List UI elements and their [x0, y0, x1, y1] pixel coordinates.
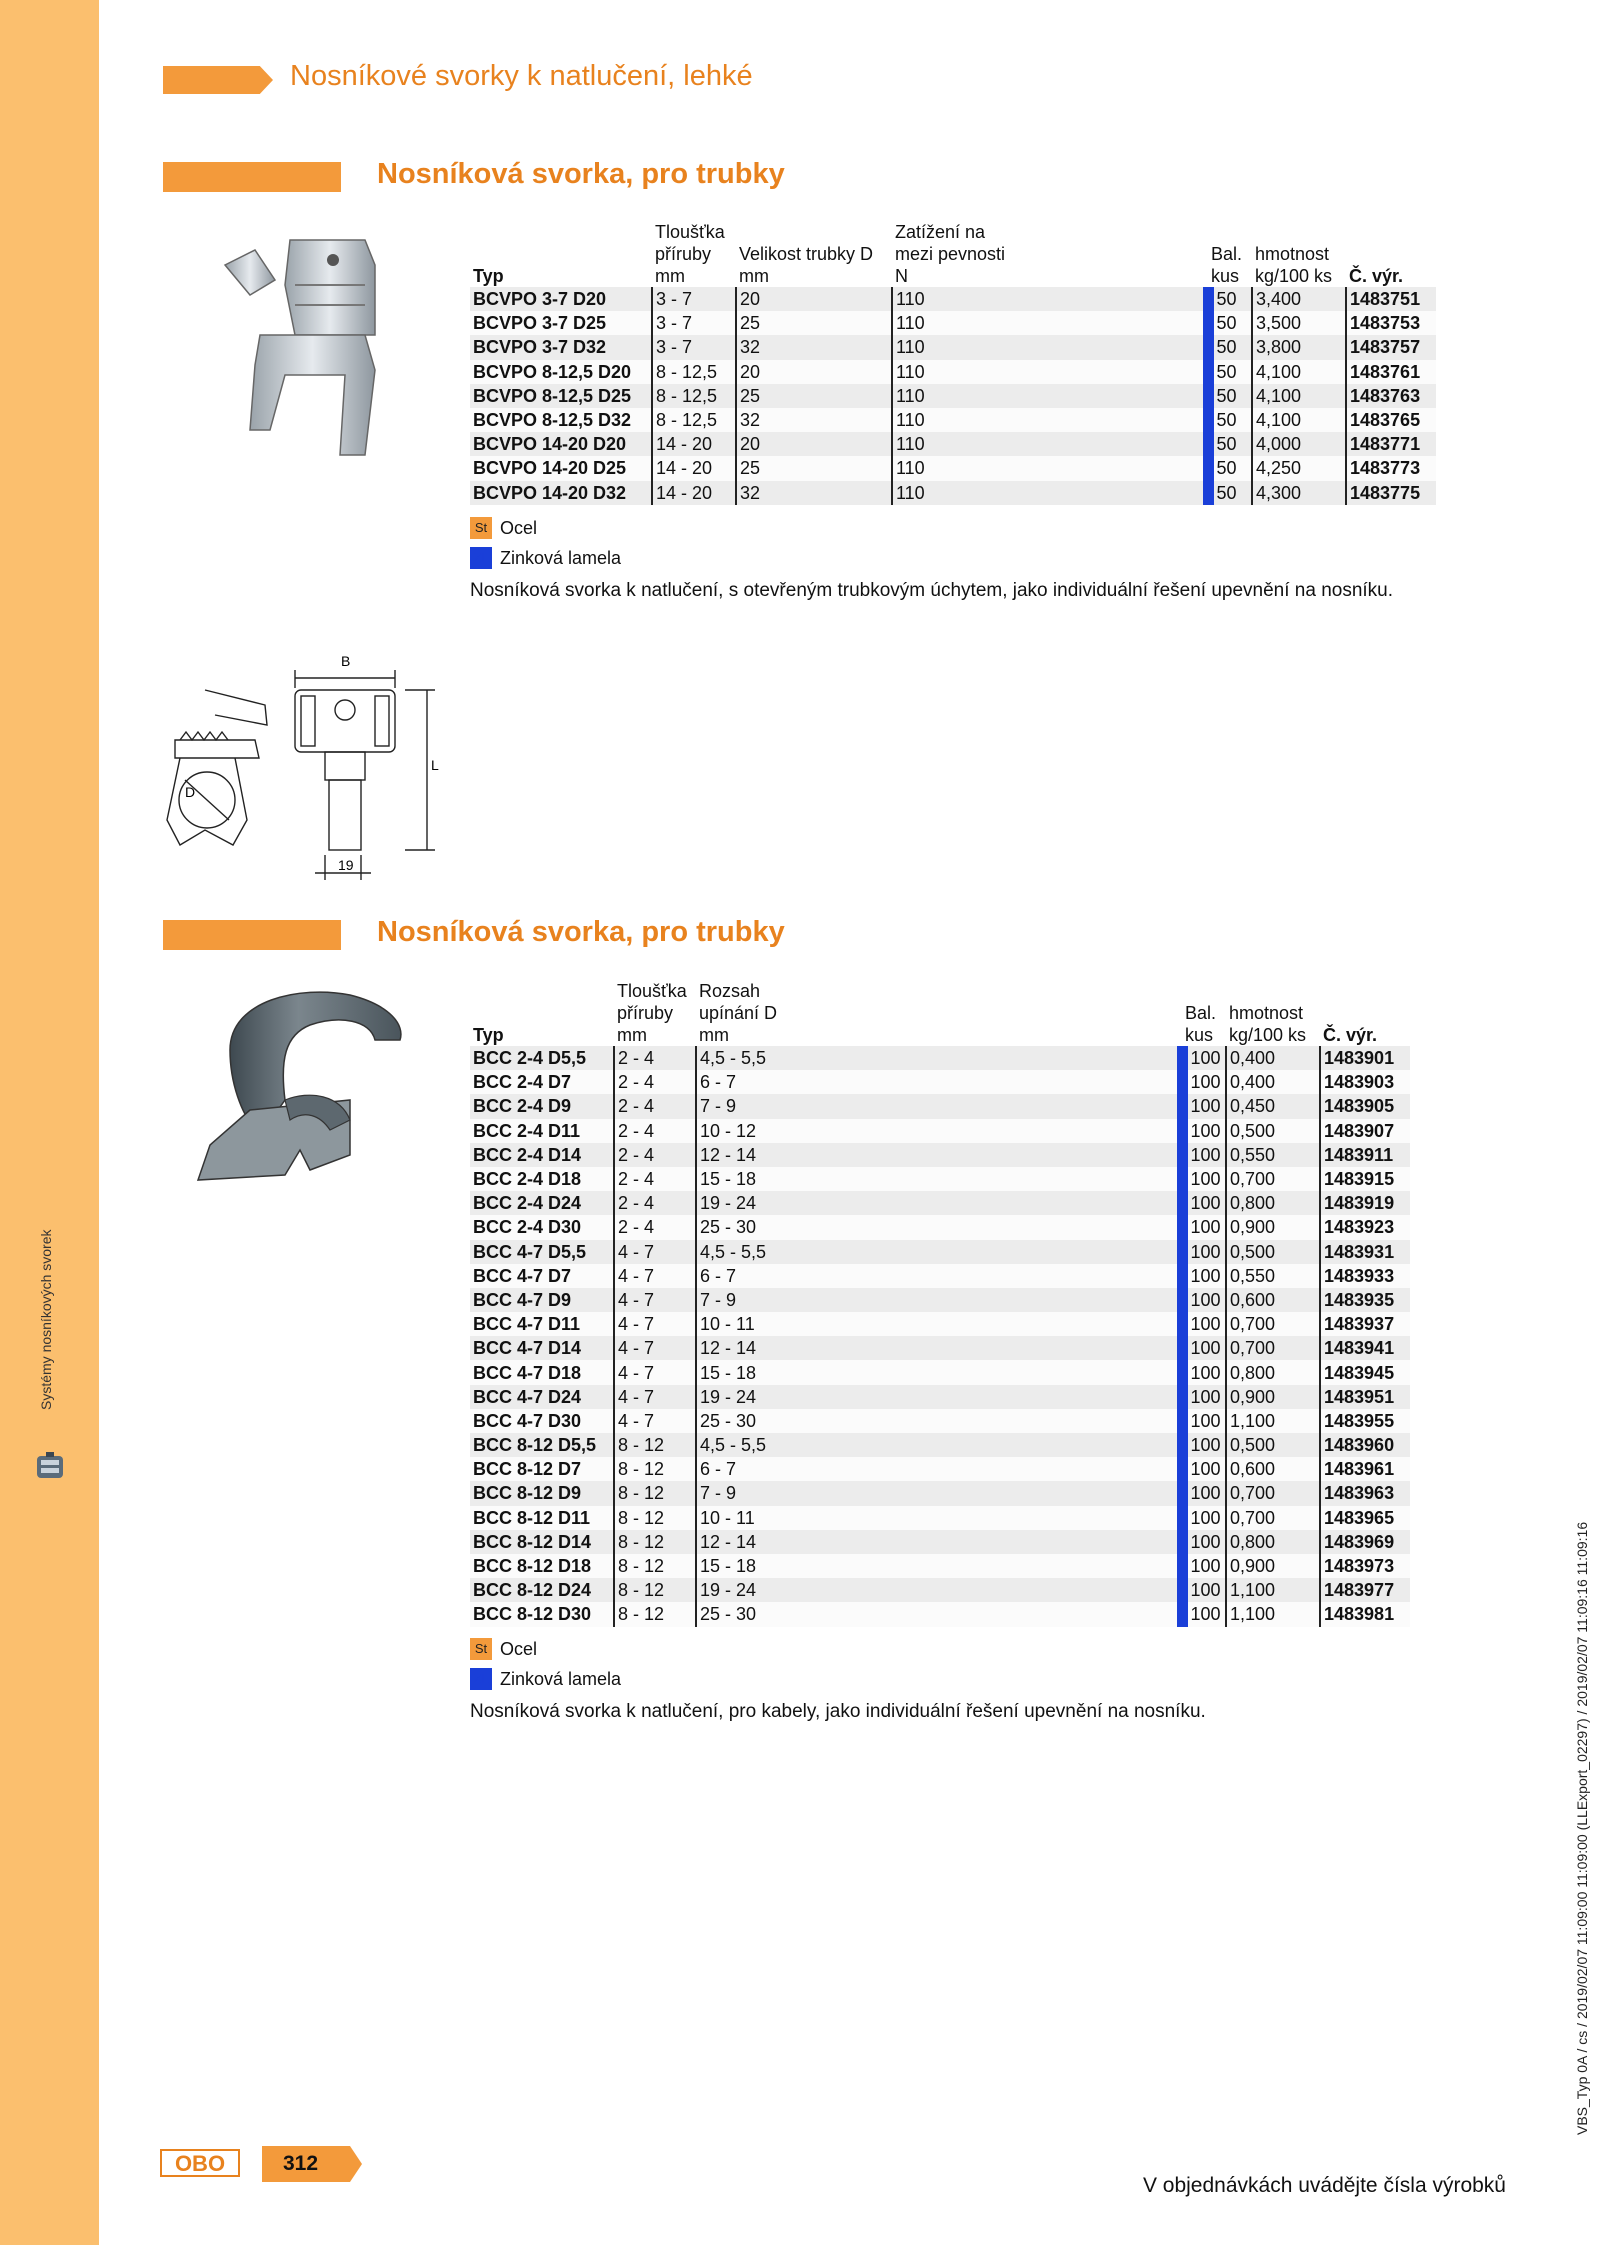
cell-load: 110	[892, 287, 1208, 311]
cell-thickness: 2 - 4	[614, 1215, 696, 1239]
cell-range: 10 - 12	[696, 1119, 1182, 1143]
label-l: L	[431, 757, 439, 773]
cell-range: 19 - 24	[696, 1191, 1182, 1215]
cell-thickness: 4 - 7	[614, 1385, 696, 1409]
cell-range: 7 - 9	[696, 1094, 1182, 1118]
legend-zinc-label: Zinková lamela	[500, 1668, 622, 1689]
cell-thickness: 2 - 4	[614, 1143, 696, 1167]
table-row	[470, 335, 1436, 359]
cell-size: 32	[736, 408, 892, 432]
cell-typ: BCC 2-4 D5,5	[470, 1046, 614, 1070]
sidebar-label: Systémy nosníkových svorek	[38, 1229, 54, 1410]
cell-size: 25	[736, 456, 892, 480]
cell-weight: 0,700	[1226, 1481, 1320, 1505]
header-arrow	[163, 66, 273, 94]
cell-typ: BCC 2-4 D7	[470, 1070, 614, 1094]
cell-weight: 4,000	[1252, 432, 1346, 456]
cell-size: 20	[736, 432, 892, 456]
cell-art: 1483935	[1320, 1288, 1410, 1312]
col-bal: Bal. kus	[1211, 244, 1243, 286]
cell-art: 1483981	[1320, 1602, 1410, 1626]
cell-thickness: 4 - 7	[614, 1409, 696, 1433]
col-art: Č. výr.	[1323, 1025, 1378, 1045]
cell-size: 20	[736, 360, 892, 384]
cell-art: 1483763	[1346, 384, 1436, 408]
col-art: Č. výr.	[1349, 266, 1404, 286]
cell-art: 1483761	[1346, 360, 1436, 384]
section-title-1: Nosníková svorka, pro trubky	[377, 158, 785, 190]
steel-marker: St	[470, 1638, 492, 1660]
cell-bal: 100	[1182, 1602, 1226, 1626]
cell-art: 1483901	[1320, 1046, 1410, 1070]
cell-weight: 0,400	[1226, 1046, 1320, 1070]
cell-weight: 0,900	[1226, 1215, 1320, 1239]
cell-thickness: 2 - 4	[614, 1191, 696, 1215]
cell-art: 1483933	[1320, 1264, 1410, 1288]
cell-bal: 100	[1182, 1119, 1226, 1143]
table-row	[470, 408, 1436, 432]
legend-zinc-label: Zinková lamela	[500, 547, 622, 568]
cell-weight: 0,600	[1226, 1288, 1320, 1312]
cell-typ: BCC 2-4 D30	[470, 1215, 614, 1239]
cell-range: 25 - 30	[696, 1409, 1182, 1433]
cell-thickness: 2 - 4	[614, 1167, 696, 1191]
cell-typ: BCVPO 8-12,5 D20	[470, 360, 652, 384]
cell-thickness: 3 - 7	[652, 311, 736, 335]
cell-bal: 50	[1208, 335, 1252, 359]
table-row	[470, 1143, 1410, 1167]
steel-marker: St	[470, 517, 492, 539]
cell-typ: BCC 4-7 D5,5	[470, 1240, 614, 1264]
cell-art: 1483773	[1346, 456, 1436, 480]
obo-logo	[160, 2148, 240, 2178]
cell-bal: 100	[1182, 1481, 1226, 1505]
cell-bal: 50	[1208, 287, 1252, 311]
cell-typ: BCC 4-7 D24	[470, 1385, 614, 1409]
cell-typ: BCC 8-12 D7	[470, 1457, 614, 1481]
cell-typ: BCC 8-12 D9	[470, 1481, 614, 1505]
table-row	[470, 1481, 1410, 1505]
cell-bal: 100	[1182, 1506, 1226, 1530]
cell-bal: 100	[1182, 1385, 1226, 1409]
cell-art: 1483945	[1320, 1360, 1410, 1384]
table-row	[470, 1264, 1410, 1288]
cell-range: 7 - 9	[696, 1481, 1182, 1505]
cell-typ: BCVPO 14-20 D20	[470, 432, 652, 456]
cell-typ: BCC 2-4 D18	[470, 1167, 614, 1191]
cell-art: 1483973	[1320, 1554, 1410, 1578]
cell-bal: 100	[1182, 1312, 1226, 1336]
cell-art: 1483955	[1320, 1409, 1410, 1433]
cell-weight: 3,500	[1252, 311, 1346, 335]
cell-thickness: 4 - 7	[614, 1264, 696, 1288]
cell-bal: 100	[1182, 1554, 1226, 1578]
zinc-marker: ZL	[470, 1668, 492, 1690]
cell-art: 1483923	[1320, 1215, 1410, 1239]
cell-art: 1483963	[1320, 1481, 1410, 1505]
cell-thickness: 2 - 4	[614, 1070, 696, 1094]
cell-typ: BCC 2-4 D14	[470, 1143, 614, 1167]
cell-art: 1483919	[1320, 1191, 1410, 1215]
cell-typ: BCC 4-7 D9	[470, 1288, 614, 1312]
cell-load: 110	[892, 360, 1208, 384]
cell-art: 1483905	[1320, 1094, 1410, 1118]
logo-text: OBO	[174, 2151, 226, 2176]
legend-zinc	[470, 547, 621, 569]
cell-bal: 100	[1182, 1046, 1226, 1070]
table-row	[470, 1578, 1410, 1602]
cell-bal: 100	[1182, 1360, 1226, 1384]
cell-bal: 100	[1182, 1191, 1226, 1215]
cell-bal: 100	[1182, 1070, 1226, 1094]
cell-range: 19 - 24	[696, 1578, 1182, 1602]
cell-art: 1483903	[1320, 1070, 1410, 1094]
cell-typ: BCVPO 14-20 D32	[470, 481, 652, 505]
zinc-marker: ZL	[470, 547, 492, 569]
table-row	[470, 1360, 1410, 1384]
cell-range: 15 - 18	[696, 1360, 1182, 1384]
cell-weight: 0,800	[1226, 1530, 1320, 1554]
cell-typ: BCC 2-4 D24	[470, 1191, 614, 1215]
cell-weight: 4,100	[1252, 360, 1346, 384]
cell-thickness: 4 - 7	[614, 1288, 696, 1312]
cell-load: 110	[892, 311, 1208, 335]
cell-weight: 0,500	[1226, 1433, 1320, 1457]
cell-weight: 1,100	[1226, 1602, 1320, 1626]
cell-bal: 100	[1182, 1433, 1226, 1457]
page-number: 312	[283, 2152, 319, 2175]
legend-steel	[470, 517, 537, 539]
cell-art: 1483931	[1320, 1240, 1410, 1264]
clip-photo-2	[190, 980, 420, 1220]
cell-bal: 100	[1182, 1336, 1226, 1360]
cell-weight: 0,400	[1226, 1070, 1320, 1094]
cell-load: 110	[892, 481, 1208, 505]
section-bar	[163, 920, 341, 950]
cell-size: 25	[736, 384, 892, 408]
cell-thickness: 2 - 4	[614, 1119, 696, 1143]
table-row	[470, 1167, 1410, 1191]
table-row	[470, 1070, 1410, 1094]
cell-range: 19 - 24	[696, 1385, 1182, 1409]
technical-drawing	[155, 630, 445, 890]
cell-load: 110	[892, 408, 1208, 432]
cell-thickness: 4 - 7	[614, 1336, 696, 1360]
col-thickness: Tloušťka příruby mm	[655, 222, 725, 286]
page-title: Nosníkové svorky k natlučení, lehké	[290, 60, 753, 92]
section-title-2: Nosníková svorka, pro trubky	[377, 916, 785, 948]
cell-art: 1483907	[1320, 1119, 1410, 1143]
cell-range: 15 - 18	[696, 1554, 1182, 1578]
cell-thickness: 8 - 12	[614, 1578, 696, 1602]
cell-thickness: 8 - 12	[614, 1457, 696, 1481]
cell-art: 1483915	[1320, 1167, 1410, 1191]
cell-art: 1483960	[1320, 1433, 1410, 1457]
table-row	[470, 481, 1436, 505]
product-table-1	[470, 221, 1436, 505]
table-row	[470, 384, 1436, 408]
table-row	[470, 287, 1436, 311]
cell-range: 7 - 9	[696, 1288, 1182, 1312]
cell-bal: 50	[1208, 456, 1252, 480]
cell-range: 12 - 14	[696, 1530, 1182, 1554]
cell-thickness: 14 - 20	[652, 456, 736, 480]
cell-thickness: 8 - 12	[614, 1506, 696, 1530]
legend-steel-label: Ocel	[500, 1638, 538, 1659]
cell-range: 4,5 - 5,5	[696, 1433, 1182, 1457]
table-row	[470, 360, 1436, 384]
col-range: Rozsah upínání D mm	[699, 981, 778, 1045]
cell-typ: BCVPO 3-7 D20	[470, 287, 652, 311]
table-row	[470, 432, 1436, 456]
cell-thickness: 2 - 4	[614, 1094, 696, 1118]
cell-bal: 100	[1182, 1094, 1226, 1118]
cell-weight: 0,800	[1226, 1191, 1320, 1215]
cell-weight: 4,100	[1252, 384, 1346, 408]
order-note: V objednávkách uvádějte čísla výrobků	[1142, 2174, 1506, 2197]
cell-range: 10 - 11	[696, 1312, 1182, 1336]
cell-weight: 4,250	[1252, 456, 1346, 480]
cell-weight: 0,700	[1226, 1312, 1320, 1336]
legend-zinc	[470, 1668, 621, 1690]
cell-thickness: 3 - 7	[652, 287, 736, 311]
cell-bal: 100	[1182, 1578, 1226, 1602]
cell-weight: 0,500	[1226, 1240, 1320, 1264]
cell-bal: 100	[1182, 1409, 1226, 1433]
cell-art: 1483753	[1346, 311, 1436, 335]
table-row	[470, 1385, 1410, 1409]
cell-weight: 1,100	[1226, 1409, 1320, 1433]
cell-thickness: 4 - 7	[614, 1360, 696, 1384]
cell-thickness: 4 - 7	[614, 1312, 696, 1336]
cell-bal: 100	[1182, 1530, 1226, 1554]
cell-thickness: 8 - 12	[614, 1481, 696, 1505]
cell-typ: BCC 4-7 D11	[470, 1312, 614, 1336]
cell-bal: 100	[1182, 1143, 1226, 1167]
table-row	[470, 1094, 1410, 1118]
cell-weight: 0,600	[1226, 1457, 1320, 1481]
cell-weight: 0,700	[1226, 1167, 1320, 1191]
cell-thickness: 3 - 7	[652, 335, 736, 359]
cell-typ: BCC 2-4 D11	[470, 1119, 614, 1143]
cell-typ: BCVPO 3-7 D32	[470, 335, 652, 359]
cell-typ: BCC 4-7 D18	[470, 1360, 614, 1384]
cell-weight: 0,550	[1226, 1264, 1320, 1288]
cell-bal: 50	[1208, 360, 1252, 384]
legend-steel-label: Ocel	[500, 517, 538, 538]
col-typ: Typ	[473, 1025, 504, 1045]
cell-thickness: 14 - 20	[652, 432, 736, 456]
label-19: 19	[338, 857, 354, 873]
cell-range: 25 - 30	[696, 1602, 1182, 1626]
product-table-2	[470, 980, 1410, 1627]
table-row	[470, 1530, 1410, 1554]
cell-bal: 50	[1208, 432, 1252, 456]
cell-range: 12 - 14	[696, 1336, 1182, 1360]
cell-art: 1483911	[1320, 1143, 1410, 1167]
cell-art: 1483969	[1320, 1530, 1410, 1554]
cell-weight: 0,700	[1226, 1506, 1320, 1530]
cell-thickness: 2 - 4	[614, 1046, 696, 1070]
cell-weight: 0,550	[1226, 1143, 1320, 1167]
legend-steel	[470, 1638, 537, 1660]
cell-weight: 4,300	[1252, 481, 1346, 505]
table-row	[470, 1433, 1410, 1457]
cell-typ: BCVPO 3-7 D25	[470, 311, 652, 335]
cell-weight: 0,700	[1226, 1336, 1320, 1360]
cell-art: 1483765	[1346, 408, 1436, 432]
sidebar	[0, 0, 99, 2245]
table-row	[470, 1046, 1410, 1070]
cell-typ: BCC 4-7 D7	[470, 1264, 614, 1288]
cell-bal: 100	[1182, 1264, 1226, 1288]
table-row	[470, 1215, 1410, 1239]
cell-art: 1483757	[1346, 335, 1436, 359]
cell-range: 6 - 7	[696, 1457, 1182, 1481]
cell-size: 32	[736, 335, 892, 359]
description-2: Nosníková svorka k natlučení, pro kabely, jako individuální řešení upevnění na nosníku.	[470, 1701, 1206, 1722]
cell-bal: 50	[1208, 481, 1252, 505]
cell-range: 4,5 - 5,5	[696, 1240, 1182, 1264]
cell-load: 110	[892, 456, 1208, 480]
col-weight: hmotnost kg/100 ks	[1229, 1003, 1307, 1045]
table-row	[470, 456, 1436, 480]
cell-thickness: 8 - 12,5	[652, 384, 736, 408]
cell-art: 1483951	[1320, 1385, 1410, 1409]
table-row	[470, 1312, 1410, 1336]
cell-weight: 0,450	[1226, 1094, 1320, 1118]
cell-bal: 50	[1208, 311, 1252, 335]
table-row	[470, 1191, 1410, 1215]
table-row	[470, 1119, 1410, 1143]
cell-typ: BCC 4-7 D14	[470, 1336, 614, 1360]
cell-thickness: 8 - 12,5	[652, 408, 736, 432]
cell-art: 1483775	[1346, 481, 1436, 505]
label-b: B	[341, 653, 351, 669]
cell-bal: 50	[1208, 408, 1252, 432]
cell-bal: 100	[1182, 1288, 1226, 1312]
cell-typ: BCVPO 14-20 D25	[470, 456, 652, 480]
col-size: Velikost trubky D mm	[739, 244, 874, 286]
table-row	[470, 1336, 1410, 1360]
cell-thickness: 8 - 12,5	[652, 360, 736, 384]
cell-typ: BCC 8-12 D18	[470, 1554, 614, 1578]
cell-range: 25 - 30	[696, 1215, 1182, 1239]
table-row	[470, 311, 1436, 335]
cell-typ: BCVPO 8-12,5 D25	[470, 384, 652, 408]
cell-weight: 0,900	[1226, 1554, 1320, 1578]
cell-art: 1483937	[1320, 1312, 1410, 1336]
print-metadata: VBS_Typ 0A / cs / 2019/02/07 11:09:00 11:09:00 (LLExport_02297) / 2019/02/07 11:09:16 11:09:16	[1574, 1521, 1590, 2135]
cell-weight: 3,800	[1252, 335, 1346, 359]
cell-weight: 3,400	[1252, 287, 1346, 311]
cell-load: 110	[892, 432, 1208, 456]
table-row	[470, 1506, 1410, 1530]
cell-load: 110	[892, 335, 1208, 359]
cell-load: 110	[892, 384, 1208, 408]
cell-art: 1483771	[1346, 432, 1436, 456]
cell-typ: BCC 8-12 D24	[470, 1578, 614, 1602]
section-bar	[163, 162, 341, 192]
cell-weight: 0,500	[1226, 1119, 1320, 1143]
cell-art: 1483961	[1320, 1457, 1410, 1481]
cell-typ: BCVPO 8-12,5 D32	[470, 408, 652, 432]
cell-art: 1483941	[1320, 1336, 1410, 1360]
cell-range: 4,5 - 5,5	[696, 1046, 1182, 1070]
table-row	[470, 1409, 1410, 1433]
cell-size: 32	[736, 481, 892, 505]
table-row	[470, 1602, 1410, 1626]
col-typ: Typ	[473, 266, 504, 286]
cell-typ: BCC 2-4 D9	[470, 1094, 614, 1118]
cell-bal: 100	[1182, 1457, 1226, 1481]
cell-thickness: 4 - 7	[614, 1240, 696, 1264]
cell-art: 1483751	[1346, 287, 1436, 311]
cell-thickness: 8 - 12	[614, 1554, 696, 1578]
cell-range: 6 - 7	[696, 1070, 1182, 1094]
label-d: D	[185, 784, 196, 800]
cell-typ: BCC 4-7 D30	[470, 1409, 614, 1433]
clip-photo-1	[215, 225, 395, 475]
cell-typ: BCC 8-12 D30	[470, 1602, 614, 1626]
cell-thickness: 8 - 12	[614, 1530, 696, 1554]
cell-weight: 4,100	[1252, 408, 1346, 432]
cell-range: 10 - 11	[696, 1506, 1182, 1530]
cell-art: 1483965	[1320, 1506, 1410, 1530]
cell-range: 6 - 7	[696, 1264, 1182, 1288]
cell-range: 15 - 18	[696, 1167, 1182, 1191]
table-row	[470, 1288, 1410, 1312]
cell-art: 1483977	[1320, 1578, 1410, 1602]
product-icon	[34, 1450, 66, 1484]
table-row	[470, 1457, 1410, 1481]
col-weight: hmotnost kg/100 ks	[1255, 244, 1333, 286]
cell-bal: 100	[1182, 1167, 1226, 1191]
col-bal: Bal. kus	[1185, 1003, 1217, 1045]
cell-thickness: 14 - 20	[652, 481, 736, 505]
cell-weight: 0,900	[1226, 1385, 1320, 1409]
table-row	[470, 1240, 1410, 1264]
cell-bal: 100	[1182, 1240, 1226, 1264]
cell-range: 12 - 14	[696, 1143, 1182, 1167]
cell-bal: 50	[1208, 384, 1252, 408]
cell-typ: BCC 8-12 D11	[470, 1506, 614, 1530]
col-thickness: Tloušťka příruby mm	[617, 981, 687, 1045]
description-1: Nosníková svorka k natlučení, s otevřeným trubkovým úchytem, jako individuální řešení upevnění na nosníku.	[470, 580, 1394, 601]
cell-typ: BCC 8-12 D14	[470, 1530, 614, 1554]
cell-size: 20	[736, 287, 892, 311]
table-row	[470, 1554, 1410, 1578]
cell-weight: 0,800	[1226, 1360, 1320, 1384]
cell-bal: 100	[1182, 1215, 1226, 1239]
cell-size: 25	[736, 311, 892, 335]
col-load: Zatížení na mezi pevnosti N	[895, 222, 1006, 286]
cell-thickness: 8 - 12	[614, 1433, 696, 1457]
cell-typ: BCC 8-12 D5,5	[470, 1433, 614, 1457]
cell-thickness: 8 - 12	[614, 1602, 696, 1626]
cell-weight: 1,100	[1226, 1578, 1320, 1602]
